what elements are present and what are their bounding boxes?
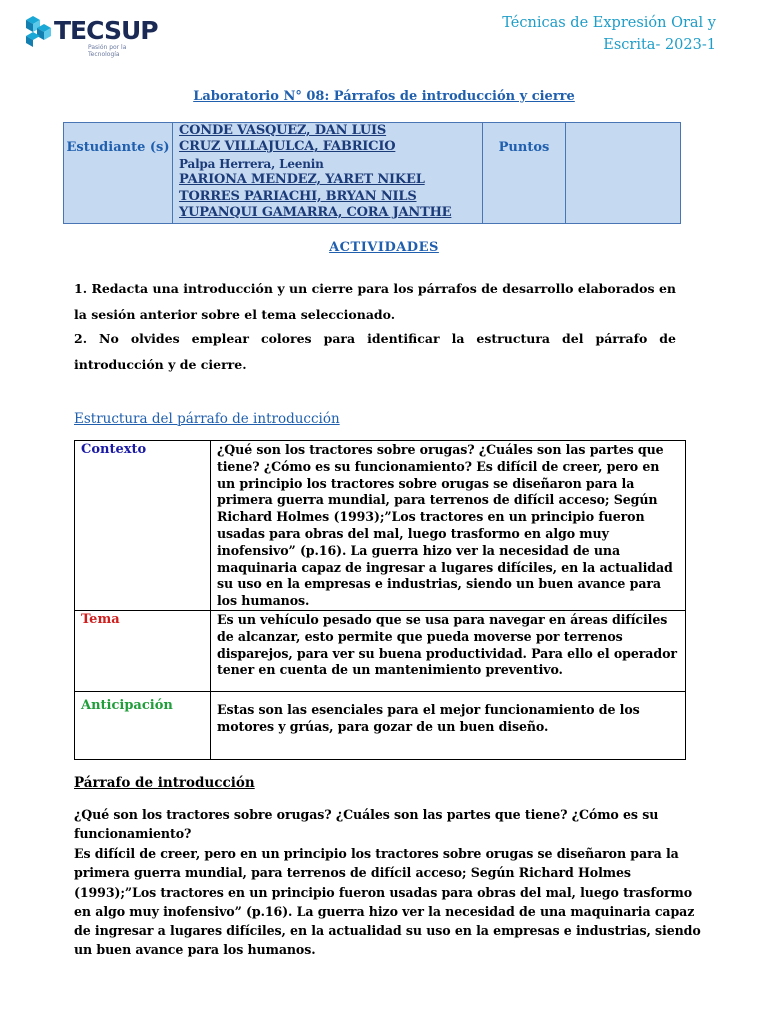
intro-paragraph-questions: ¿Qué son los tractores sobre orugas? ¿Cuáles son las partes que tiene? ¿Cómo es su funcionamiento? — [74, 807, 659, 842]
logo-text: TECSUP — [54, 16, 158, 45]
structure-row-anticipacion — [75, 691, 686, 759]
students-table — [63, 122, 681, 224]
points-label: Puntos — [498, 140, 550, 155]
course-title-line1: Técnicas de Expresión Oral y — [502, 15, 716, 31]
structure-key: Contexto — [75, 441, 211, 611]
student-name: PARIONA MENDEZ, YARET NIKEL — [179, 172, 425, 188]
structure-value: Es un vehículo pesado que se usa para navegar en áreas difíciles de alcanzar, esto permite que pueda moverse por terrenos disparejos, para ver su buena productividad. Para ello el operador tener en cuenta de un mantenimiento preventivo. — [211, 610, 686, 691]
student-name: TORRES PARIACHI, BRYAN NILS — [179, 188, 417, 204]
points-label-cell — [483, 123, 566, 224]
points-value-cell[interactable] — [566, 123, 681, 224]
students-names-cell — [173, 123, 483, 224]
structure-key: Anticipación — [75, 691, 211, 759]
structure-key: Tema — [75, 610, 211, 691]
students-label: Estudiante (s) — [66, 140, 170, 155]
student-name: YUPANQUI GAMARRA, CORA JANTHE — [179, 205, 452, 221]
lab-title: Laboratorio N° 08: Párrafos de introducción y cierre — [193, 89, 575, 104]
intro-paragraph-title: Párrafo de introducción — [74, 775, 255, 791]
structure-table — [74, 440, 686, 760]
structure-value: ¿Qué son los tractores sobre orugas? ¿Cuáles son las partes que tiene? ¿Cómo es su funcionamiento? Es difícil de creer, pero en un principio los tractores sobre orugas se diseñaron para la primera guerra mundial, para terrenos de difícil acceso; Según Richard Holmes (1993);”Los tractores en un principio fueron usadas para obras del mal, luego trasformo en algo muy inofensivo” (p.16). La guerra hizo ver la necesidad de una maquinaria capaz de ingresar a lugares difíciles, en la actualidad su uso en la empresas e industrias, siendo un buen avance para los humanos. — [211, 441, 686, 611]
student-name: Palpa Herrera, Leenin — [179, 156, 324, 171]
course-title-line2: Escrita- 2023-1 — [603, 37, 716, 53]
structure-row-contexto — [75, 441, 686, 611]
logo-cubes-icon — [24, 14, 54, 48]
student-name: CRUZ VILLAJULCA, FABRICIO — [179, 139, 396, 155]
student-name: CONDE VASQUEZ, DAN LUIS — [179, 123, 387, 138]
activities-title: ACTIVIDADES — [329, 240, 439, 255]
tecsup-logo — [24, 14, 158, 58]
course-title — [456, 12, 716, 56]
students-label-cell — [64, 123, 173, 224]
activity-item-2: 2. No olvides emplear colores para identificar la estructura del párrafo de introducción y de cierre. — [74, 331, 676, 372]
structure-row-tema — [75, 610, 686, 691]
structure-section-title: Estructura del párrafo de introducción — [74, 411, 340, 427]
intro-paragraph-body: Es difícil de creer, pero en un principio los tractores sobre orugas se diseñaron para la primera guerra mundial, para terrenos de difícil acceso; Según Richard Holmes (1993);”Los tractores en un principio fueron usadas para obras del mal, luego trasformo en algo muy inofensivo” (p.16). La guerra hizo ver la necesidad de una maquinaria capaz de ingresar a lugares difíciles, en la actualidad su uso en la empresas e industrias, siendo un buen avance para los humanos. — [74, 846, 701, 958]
structure-value: Estas son las esenciales para el mejor funcionamiento de los motores y grúas, para gozar de un buen diseño. — [211, 691, 686, 759]
logo-tagline: Pasión por la Tecnología — [88, 44, 127, 58]
activity-item-1: 1. Redacta una introducción y un cierre para los párrafos de desarrollo elaborados en la sesión anterior sobre el tema seleccionado. — [74, 281, 676, 322]
